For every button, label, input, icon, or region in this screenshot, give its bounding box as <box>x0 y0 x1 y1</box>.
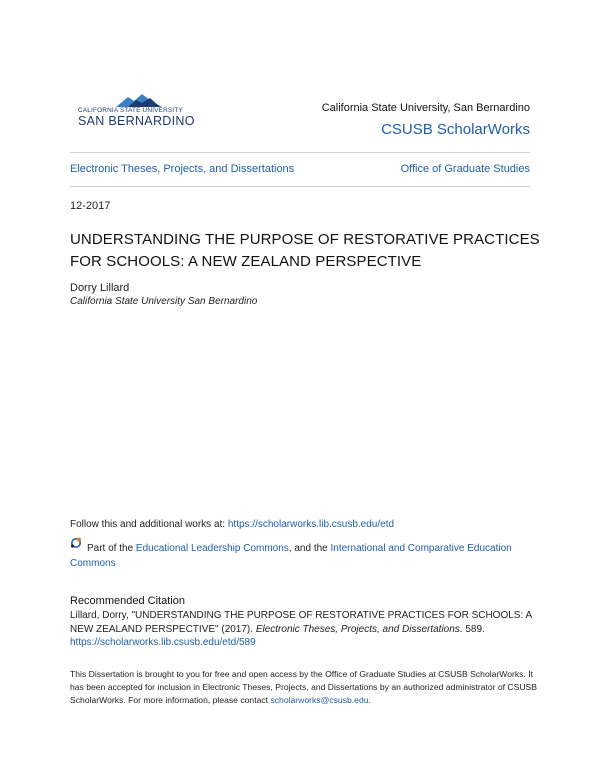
citation-main: Lillard, Dorry, "UNDERSTANDING THE PURPOSE OF RESTORATIVE PRACTICES FOR SCHOOLS: A NEW ZEALAND PERSPECTIVE" (2017). <box>70 610 532 635</box>
citation-heading: Recommended Citation <box>70 595 185 607</box>
citation-number: . 589. <box>459 623 485 635</box>
citation-series: Electronic Theses, Projects, and Dissertations <box>255 623 460 635</box>
access-statement-end: . <box>368 695 371 705</box>
international-education-commons-link-cont[interactable]: Commons <box>70 558 116 569</box>
educational-leadership-commons-link[interactable]: Educational Leadership Commons <box>135 543 289 554</box>
logo-text-bottom: SAN BERNARDINO <box>78 114 195 128</box>
mountain-logo-icon <box>114 92 164 108</box>
part-of-middle: , and the <box>288 543 331 554</box>
collection-link[interactable]: Electronic Theses, Projects, and Dissertations <box>70 163 295 175</box>
logo-text-top: CALIFORNIA STATE UNIVERSITY <box>78 107 183 114</box>
divider-top <box>70 152 530 153</box>
international-education-commons-link[interactable]: International and Comparative Education <box>330 543 512 554</box>
part-of-line <box>70 541 537 569</box>
contact-email-link[interactable]: scholarworks@csusb.edu <box>270 695 369 705</box>
commons-network-icon <box>70 537 82 549</box>
publication-date: 12-2017 <box>70 200 111 212</box>
citation-url-link[interactable]: https://scholarworks.lib.csusb.edu/etd/589 <box>70 637 256 648</box>
university-name: California State University, San Bernardino <box>321 102 530 114</box>
part-of-prefix: Part of the <box>87 543 136 554</box>
author-affiliation: California State University San Bernardino <box>70 296 258 307</box>
etd-collection-link[interactable]: https://scholarworks.lib.csusb.edu/etd <box>227 519 395 530</box>
citation-text <box>70 609 532 650</box>
follow-prefix: Follow this and additional works at: <box>70 519 228 530</box>
csusb-logo[interactable] <box>78 92 200 128</box>
page-title: UNDERSTANDING THE PURPOSE OF RESTORATIVE PRACTICES FOR SCHOOLS: A NEW ZEALAND PERSPECTIVE <box>70 231 540 270</box>
author-name: Dorry Lillard <box>70 282 130 294</box>
follow-line <box>70 519 394 530</box>
repository-link[interactable]: CSUSB ScholarWorks <box>381 121 530 138</box>
divider-bottom <box>70 186 530 187</box>
office-link[interactable]: Office of Graduate Studies <box>400 163 530 175</box>
access-statement <box>70 668 540 707</box>
access-statement-text: This Dissertation is brought to you for free and open access by the Office of Graduate Studies at CSUSB ScholarWorks. It has been accepted for inclusion in Electronic Theses, Projects, and Dissertations by an authorized administrator of CSUSB ScholarWorks. For more information, please contact <box>70 669 538 705</box>
